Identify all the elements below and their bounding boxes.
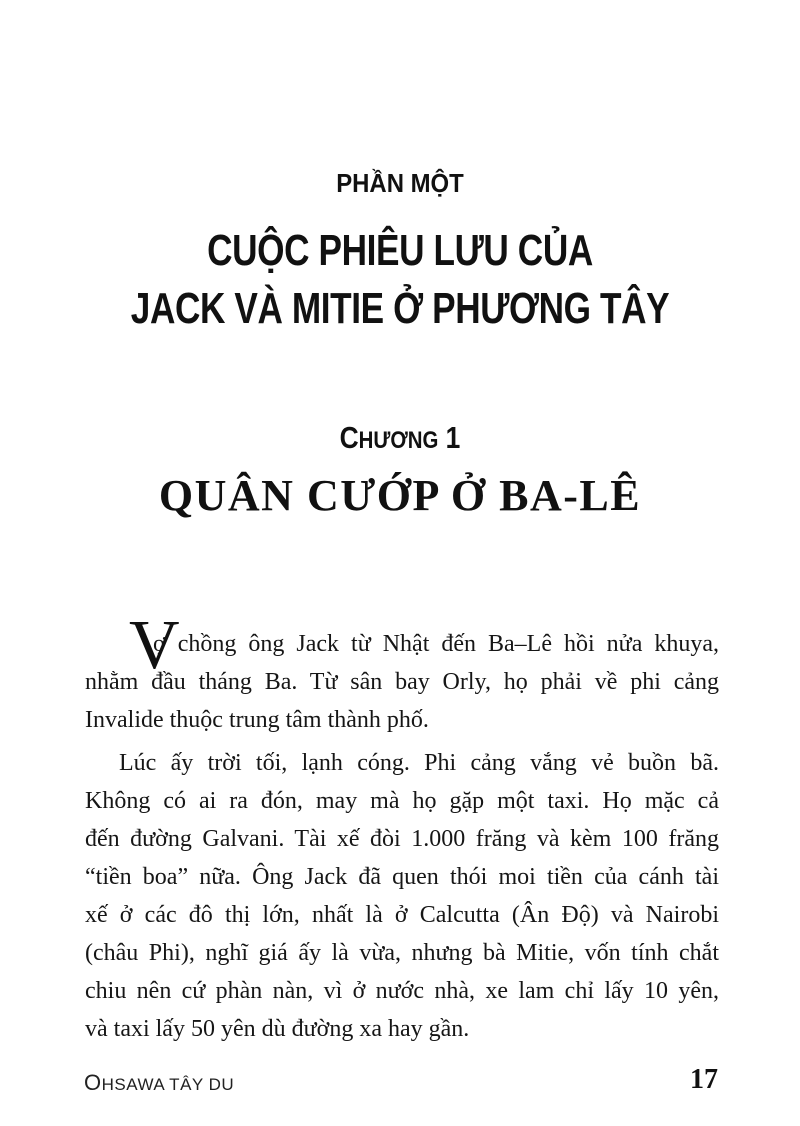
running-title-initial: O [84, 1070, 102, 1095]
part-title-line: CUỘC PHIÊU LƯU CỦA [207, 226, 593, 275]
text-line: ợ chồng ông Jack từ Nhật đến Ba–Lê hồi nửa khuya, [153, 631, 719, 657]
text-line: nhằm đầu tháng Ba. Từ sân bay Orly, họ phải về phi cảng [85, 669, 719, 695]
text-line: (châu Phi), nghĩ giá ấy là vừa, nhưng bà Mitie, vốn tính chắt [85, 940, 719, 966]
part-label: PHẦN MỘT [336, 168, 464, 198]
paragraph-1 [85, 607, 719, 739]
running-title-rest: HSAWA TÂY DU [101, 1075, 235, 1094]
chapter-label-initial: C [339, 420, 359, 455]
part-title-line: JACK VÀ MITIE Ở PHƯƠNG TÂY [130, 284, 670, 333]
text-line: xế ở các đô thị lớn, nhất là ở Calcutta (Ân Độ) và Nairobi [85, 902, 719, 928]
chapter-number: 1 [445, 420, 461, 455]
text-line: Không có ai ra đón, may mà họ gặp một taxi. Họ mặc cả [85, 788, 719, 814]
part-title [80, 222, 720, 338]
text-line: và taxi lấy 50 yên dù đường xa hay gần. [85, 1016, 470, 1042]
text-line: chiu nên cứ phàn nàn, vì ở nước nhà, xe lam chỉ lấy 10 yên, [85, 978, 719, 1004]
chapter-label-rest: HƯƠNG [358, 427, 439, 454]
text-line: Invalide thuộc trung tâm thành phố. [85, 707, 429, 733]
running-footer-title [84, 1070, 234, 1096]
chapter-title: QUÂN CƯỚP Ở BA-LÊ [158, 471, 642, 520]
chapter-label [60, 420, 740, 456]
text-line: Lúc ấy trời tối, lạnh cóng. Phi cảng vắng vẻ buồn bã. [119, 750, 719, 776]
text-line: “tiền boa” nữa. Ông Jack đã quen thói moi tiền của cánh tài [85, 864, 719, 890]
paragraph-2 [85, 744, 719, 1048]
page-number: 17 [690, 1064, 718, 1095]
drop-cap: V [129, 607, 180, 684]
text-line: đến đường Galvani. Tài xế đòi 1.000 frăng và kèm 100 frăng [85, 826, 719, 852]
